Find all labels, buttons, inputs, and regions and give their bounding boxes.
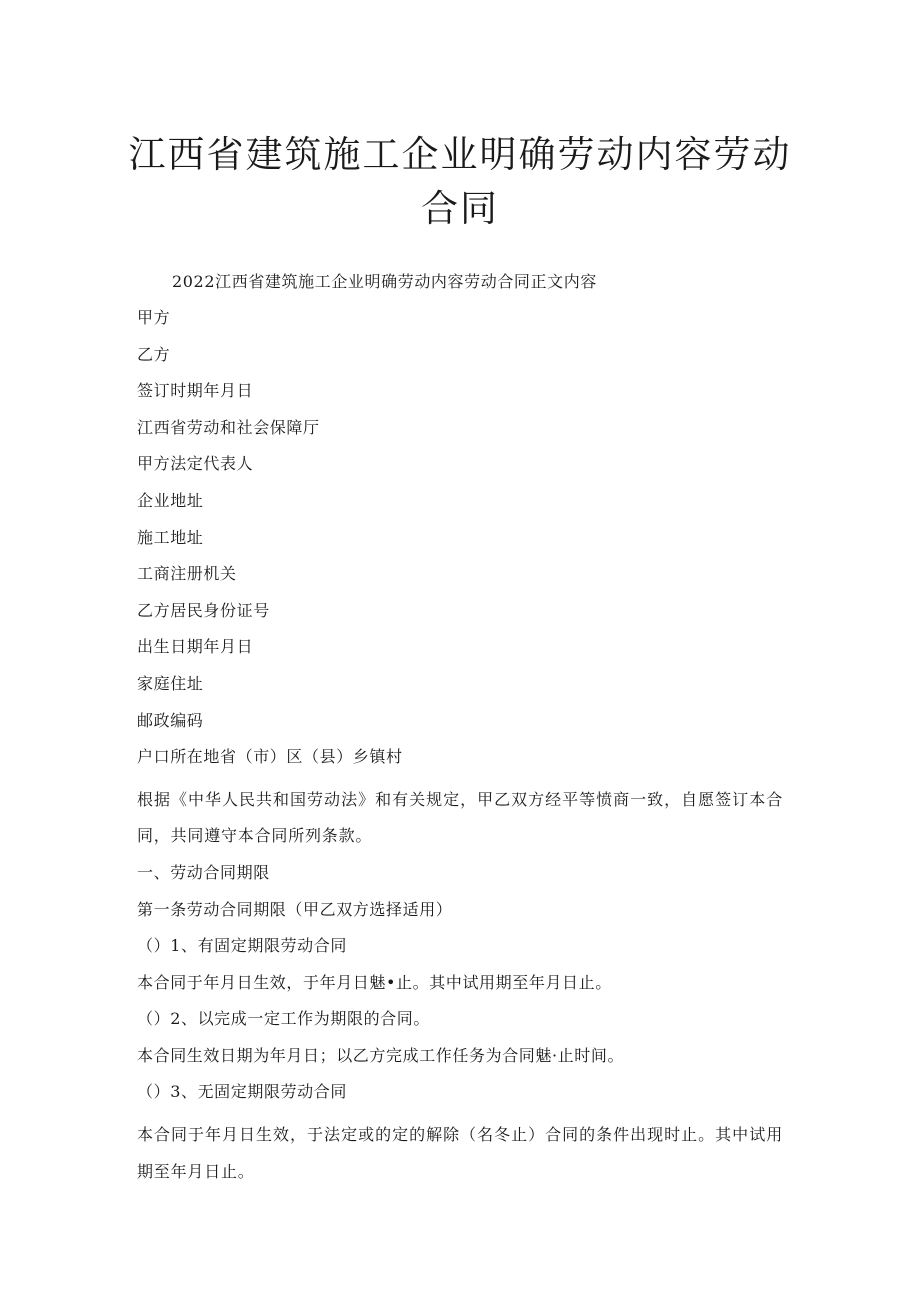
field-id-number: 乙方居民身份证号 [137, 600, 270, 620]
field-registration-authority: 工商注册机关 [137, 564, 237, 584]
field-sign-date: 签订时期年月日 [137, 381, 254, 401]
preamble-paragraph: 根据《中华人民共和国劳动法》和有关规定，甲乙双方经平等愤商一致，自愿签订本合同，共同遵守本合同所列条款。 [137, 789, 783, 846]
field-birth-date: 出生日期年月日 [137, 637, 254, 657]
section-heading: 一、劳动合同期限 [137, 862, 270, 882]
field-hukou: 户口所在地省（市）区（县）乡镇村 [137, 747, 403, 767]
field-legal-rep: 甲方法定代表人 [137, 454, 254, 474]
option-3-text: 本合同于年月日生效，于法定或的定的解除（名冬止）合同的条件出现时止。其中试用期至年月日止。 [137, 1125, 783, 1181]
document-subtitle: 2022江西省建筑施工企业明确劳动内容劳动合同正文内容 [172, 272, 597, 291]
option-1-text: 本合同于年月日生效，于年月日魅•止。其中试用期至年月日止。 [137, 972, 612, 992]
article-heading: 第一条劳动合同期限（甲乙双方选择适用） [137, 899, 453, 919]
field-company-address: 企业地址 [137, 490, 204, 510]
option-3: （）3、无固定期限劳动合同 [137, 1082, 347, 1102]
field-site-address: 施工地址 [137, 527, 204, 547]
field-home-address: 家庭住址 [137, 673, 204, 693]
document-body [137, 306, 787, 1196]
option-1: （）1、有固定期限劳动合同 [137, 936, 347, 956]
option-2-text: 本合同生效日期为年月日；以乙方完成工作任务为合同魅·止时间。 [137, 1045, 625, 1065]
field-party-b: 乙方 [137, 344, 171, 364]
option-2: （）2、以完成一定工作为期限的合同。 [137, 1009, 430, 1029]
field-party-a: 甲方 [137, 308, 171, 327]
field-issuer: 江西省劳动和社会保障厅 [137, 417, 320, 437]
field-postal-code: 邮政编码 [137, 710, 204, 730]
document-title: 江西省建筑施工企业明确劳动内容劳动合同 [128, 133, 792, 230]
